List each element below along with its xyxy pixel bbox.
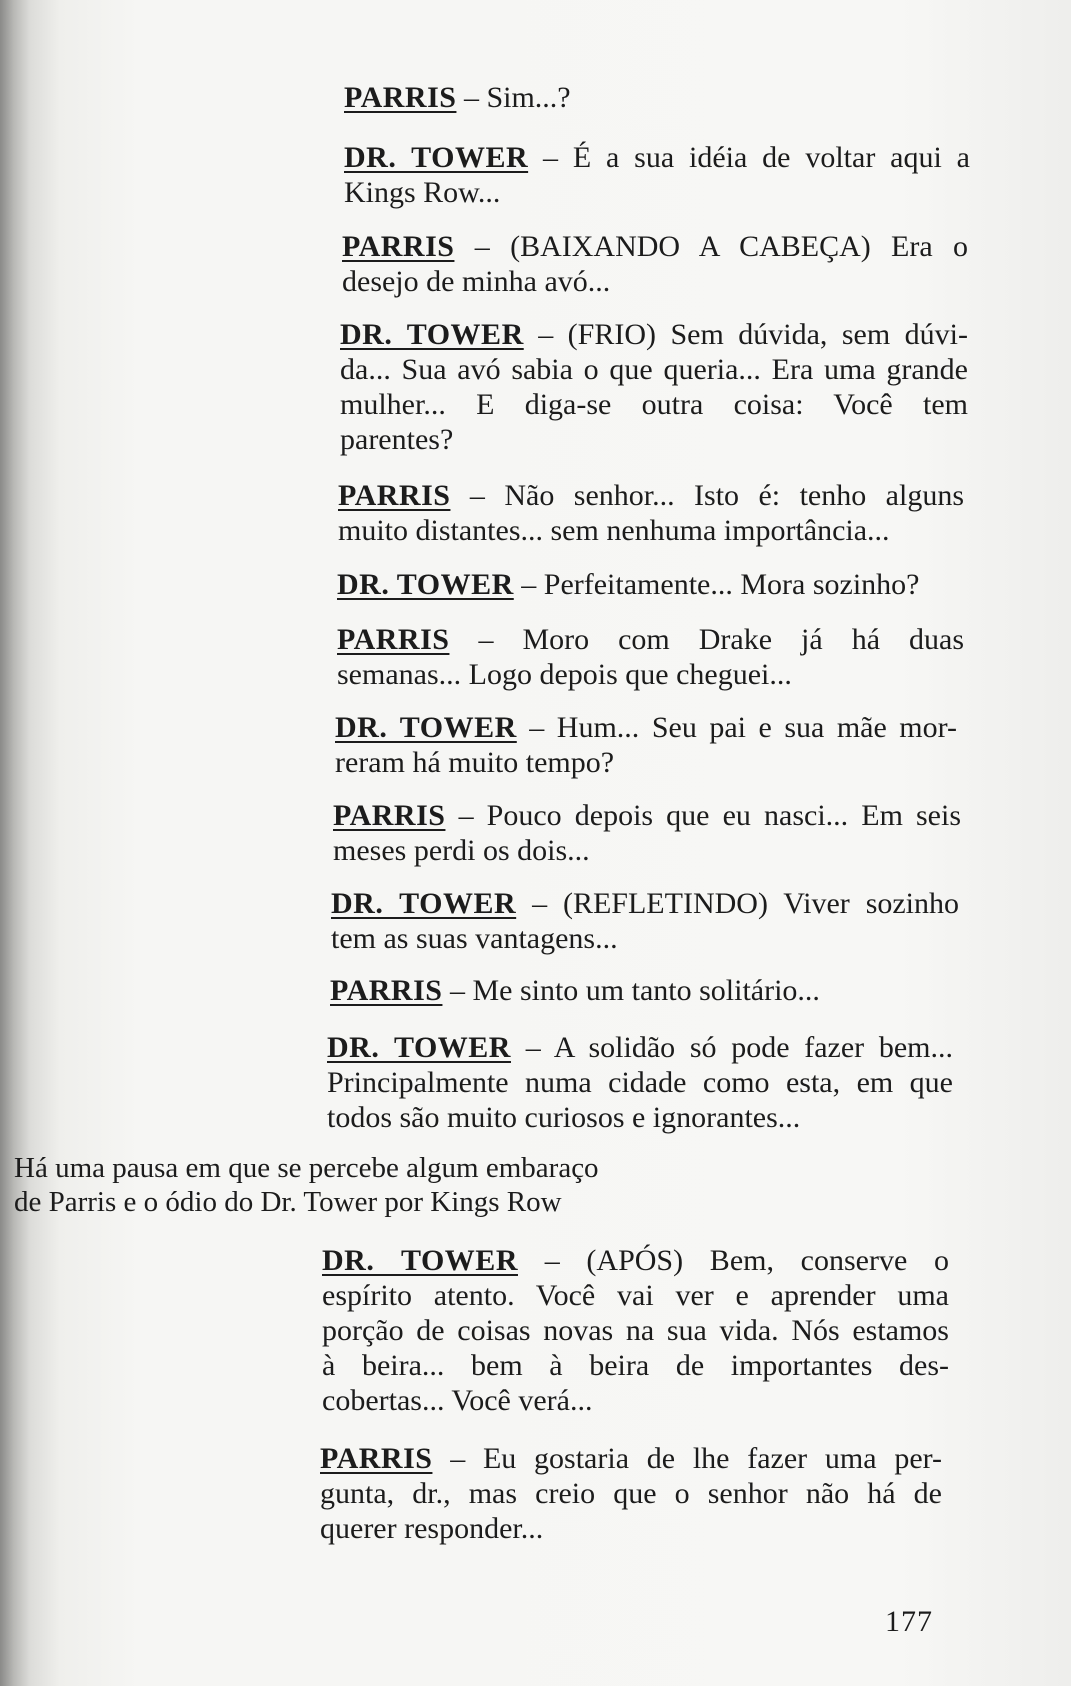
stage-direction: [14, 1151, 694, 1219]
stage-direction-line: Há uma pausa em que se percebe algum embaraço: [14, 1152, 599, 1184]
dialogue-line: [342, 229, 968, 264]
dialogue-entry: [331, 886, 959, 956]
speaker-name: DR. TOWER: [327, 1031, 511, 1064]
dialogue-line: [320, 1441, 942, 1476]
dialogue-entry: [344, 80, 954, 115]
dialogue-line: [335, 710, 957, 745]
dialogue-line: querer responder...: [320, 1512, 544, 1545]
dialogue-entry: [338, 478, 964, 548]
dialogue-text: – A solidão só pode fazer bem...: [525, 1031, 954, 1064]
dialogue-line: da... Sua avó sabia o que queria... Era uma grande: [340, 353, 968, 386]
dialogue-line: [327, 1030, 953, 1065]
dialogue-entry: [327, 1030, 953, 1135]
dialogue-text: – Me sinto um tanto solitário...: [449, 974, 820, 1007]
dialogue-line: espírito atento. Você vai ver e aprender uma: [322, 1279, 949, 1312]
dialogue-line: Kings Row...: [344, 176, 501, 209]
speaker-name: DR. TOWER: [340, 318, 524, 351]
dialogue-line: gunta, dr., mas creio que o senhor não há de: [320, 1477, 942, 1510]
dialogue-text: – (FRIO) Sem dúvida, sem dúvi-: [538, 318, 969, 351]
speaker-name: PARRIS: [344, 81, 457, 114]
dialogue-line: mulher... E diga-se outra coisa: Você tem: [340, 388, 968, 421]
dialogue-line: cobertas... Você verá...: [322, 1384, 593, 1417]
dialogue-line: porção de coisas novas na sua vida. Nós estamos: [322, 1314, 949, 1347]
dialogue-line: [333, 798, 961, 833]
dialogue-text: – Perfeitamente... Mora sozinho?: [521, 568, 920, 601]
speaker-name: PARRIS: [320, 1442, 433, 1475]
dialogue-line: Principalmente numa cidade como esta, em que: [327, 1066, 953, 1099]
dialogue-line: [337, 567, 967, 602]
dialogue-text: – Pouco depois que eu nasci... Em seis: [458, 799, 962, 832]
dialogue-entry: [342, 229, 968, 299]
page-number: 177: [885, 1605, 933, 1638]
dialogue-text: – Eu gostaria de lhe fazer uma per-: [450, 1442, 943, 1475]
speaker-name: DR. TOWER: [322, 1244, 518, 1277]
dialogue-line: [330, 973, 960, 1008]
speaker-name: PARRIS: [342, 230, 455, 263]
dialogue-entry: [330, 973, 960, 1008]
dialogue-entry: [322, 1243, 949, 1418]
speaker-name: PARRIS: [330, 974, 443, 1007]
speaker-name: PARRIS: [337, 623, 450, 656]
dialogue-text: – Hum... Seu pai e sua mãe mor-: [529, 711, 958, 744]
dialogue-line: [322, 1243, 949, 1278]
dialogue-line: semanas... Logo depois que cheguei...: [337, 658, 792, 691]
dialogue-line: [344, 140, 970, 175]
dialogue-line: parentes?: [340, 423, 454, 456]
dialogue-line: [344, 80, 954, 115]
speaker-name: DR. TOWER: [331, 887, 517, 920]
stage-direction-line: de Parris e o ódio do Dr. Tower por Kings Row: [14, 1186, 562, 1218]
speaker-name: DR. TOWER: [335, 711, 517, 744]
dialogue-text: – Não senhor... Isto é: tenho alguns: [469, 479, 965, 512]
dialogue-text: – (REFLETINDO) Viver sozinho: [532, 887, 960, 920]
speaker-name: DR. TOWER: [344, 141, 529, 174]
dialogue-entry: [335, 710, 957, 780]
dialogue-line: desejo de minha avó...: [342, 265, 611, 298]
dialogue-line: todos são muito curiosos e ignorantes...: [327, 1101, 801, 1134]
speaker-name: PARRIS: [333, 799, 446, 832]
dialogue-line: meses perdi os dois...: [333, 834, 590, 867]
dialogue-text: – É a sua idéia de voltar aqui a: [542, 141, 970, 174]
dialogue-entry: [320, 1441, 942, 1546]
dialogue-text: – Moro com Drake já há duas: [478, 623, 964, 656]
dialogue-entry: [337, 567, 967, 602]
dialogue-entry: [337, 622, 964, 692]
dialogue-line: à beira... bem à beira de importantes des-: [322, 1349, 949, 1382]
dialogue-entry: [340, 317, 968, 457]
speaker-name: PARRIS: [338, 479, 451, 512]
dialogue-line: [338, 478, 964, 513]
dialogue-line: reram há muito tempo?: [335, 746, 615, 779]
dialogue-line: [331, 886, 959, 921]
dialogue-entry: [344, 140, 970, 210]
speaker-name: DR. TOWER: [337, 568, 514, 601]
dialogue-line: muito distantes... sem nenhuma importância...: [338, 514, 890, 547]
dialogue-entry: [333, 798, 961, 868]
dialogue-text: – (APÓS) Bem, conserve o: [544, 1244, 950, 1277]
dialogue-text: – (BAIXANDO A CABEÇA) Era o: [474, 230, 969, 263]
dialogue-line: [337, 622, 964, 657]
dialogue-line: tem as suas vantagens...: [331, 922, 618, 955]
dialogue-text: – Sim...?: [463, 81, 571, 114]
dialogue-line: [340, 317, 968, 352]
